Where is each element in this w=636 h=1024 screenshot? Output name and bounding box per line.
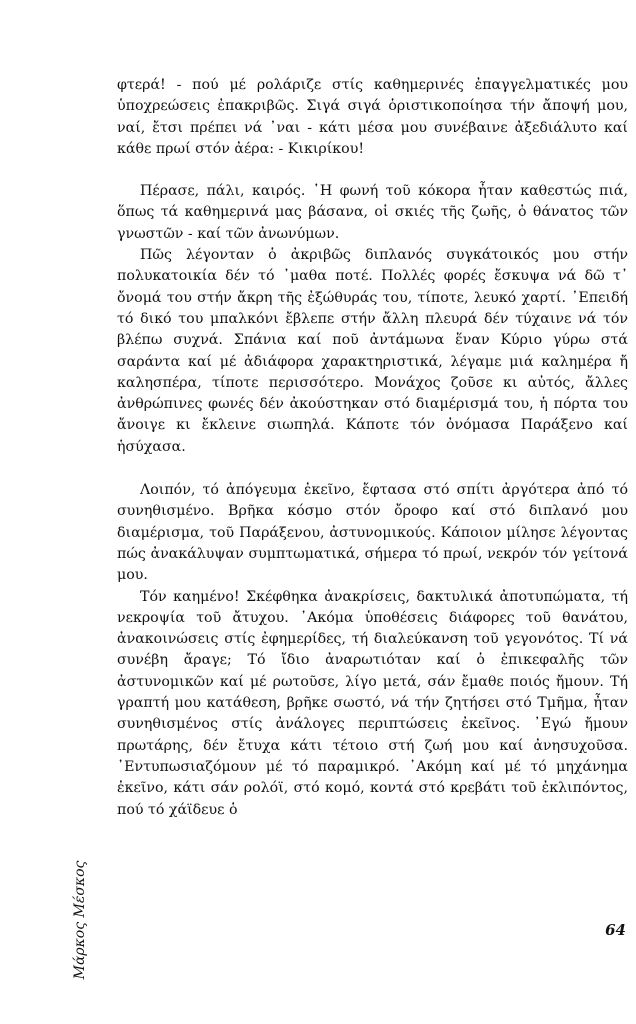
running-title-author: Μάρκος Μέσκος — [72, 860, 88, 980]
page-number: 64 — [605, 921, 626, 939]
paragraph: Πέρασε, πάλι, καιρός. ῾Η φωνή τοῦ κόκορα ἦταν καθεστώς πιά, ὅπως τά καθημερινά μας βάσανα, οἱ σκιές τῆς ζωῆς, ὁ θάνατος τῶν γνωστῶν - καί τῶν ἀνωνύμων. — [117, 183, 628, 242]
paragraph: Λοιπόν, τό ἀπόγευμα ἐκεῖνο, ἔφτασα στό σπίτι ἀργότερα ἀπό τό συνηθισμένο. Βρῆκα κόσμο στόν ὄροφο καί στό διπλανό μου διαμέρισμα, τοῦ Παράξενου, ἀστυνομικούς. Κάποιον μίλησε λέγοντας πώς ἀνακάλυψαν συμπτωματικά, σήμερα τό πρωί, νεκρόν τόν γείτονά μου. — [117, 482, 628, 584]
body-text — [117, 75, 628, 821]
paragraph-continuation: φτερά! - πού μέ ρολάριζε στίς καθημερινές ἐπαγγελματικές μου ὑποχρεώσεις ἐπακριβῶς. Σιγά σιγά ὁριστικοποίησα τήν ἄποψή μου, ναί, ἔτσι πρέπει νά ᾿ναι - κάτι μέσα μου συνέβαινε ἀξεδιάλυτο καί κάθε πρωί στόν ἀέρα: - Κικιρίκου! — [117, 77, 628, 157]
paragraph: Τόν καημένο! Σκέφθηκα ἀνακρίσεις, δακτυλικά ἀποτυπώματα, τή νεκροψία τοῦ ἄτυχου. ᾿Ακόμα ὑποθέσεις διάφορες τοῦ θανάτου, ἀνακοινώσεις στίς ἐφημερίδες, τή διαλεύκανση τοῦ γεγονότος. Τί νά συνέβη ἄραγε; Τό ἴδιο ἀναρωτιόταν καί ὁ ἐπικεφαλῆς τῶν ἀστυνομικῶν καί μέ ρωτοῦσε, λίγο μετά, σάν ἔμαθε ποιός ἤμουν. Τή γραπτή μου κατάθεση, βρῆκε σωστό, νά τήν ζητήσει στό Τμῆμα, ἦταν συνηθισμένος στίς ἀνάλογες περιπτώσεις ἐκεῖνος. ᾿Εγώ ἤμουν πρωτάρης, δέν ἔτυχα κάτι τέτοιο στή ζωή μου καί ἀνησυχοῦσα. ᾿Εντυπωσιαζόμουν μέ τό παραμικρό. ᾿Ακόμη καί μέ τό μηχάνημα ἐκεῖνο, κάτι σάν ρολόϊ, στό κομό, κοντά στό κρεβάτι τοῦ ἐκλιπόντος, πού τό χάϊδευε ὁ — [117, 588, 628, 818]
paragraph: Πῶς λέγονταν ὁ ἀκριβῶς διπλανός συγκάτοικός μου στήν πολυκατοικία δέν τό ᾿μαθα ποτέ. Πολλές φορές ἔσκυψα νά δῶ τ᾿ ὄνομά του στήν ἄκρη τῆς ἐξώθυράς του, τίποτε, λευκό χαρτί. ᾿Επειδή τό δικό του μπαλκόνι ἔβλεπε στήν ἄλλη πλευρά δέν τύχαινε νά τόν βλέπω συχνά. Σπάνια καί ποῦ ἀντάμωνα ἕναν Κύριο γύρω στά σαράντα καί μέ ἀδιάφορα χαρακτηριστικά, λέγαμε μιά καλημέρα ἤ καλησπέρα, τίποτε περισσότερο. Μονάχος ζοῦσε κι αὐτός, ἄλλες ἀνθρώπινες φωνές δέν ἀκούστηκαν στό διαμέρισμά του, ἡ πόρτα του ἄνοιγε κι ἔκλεινε σιωπηλά. Κάποτε τόν ὀνόμασα Παράξενο καί ἡσύχασα. — [117, 247, 628, 455]
